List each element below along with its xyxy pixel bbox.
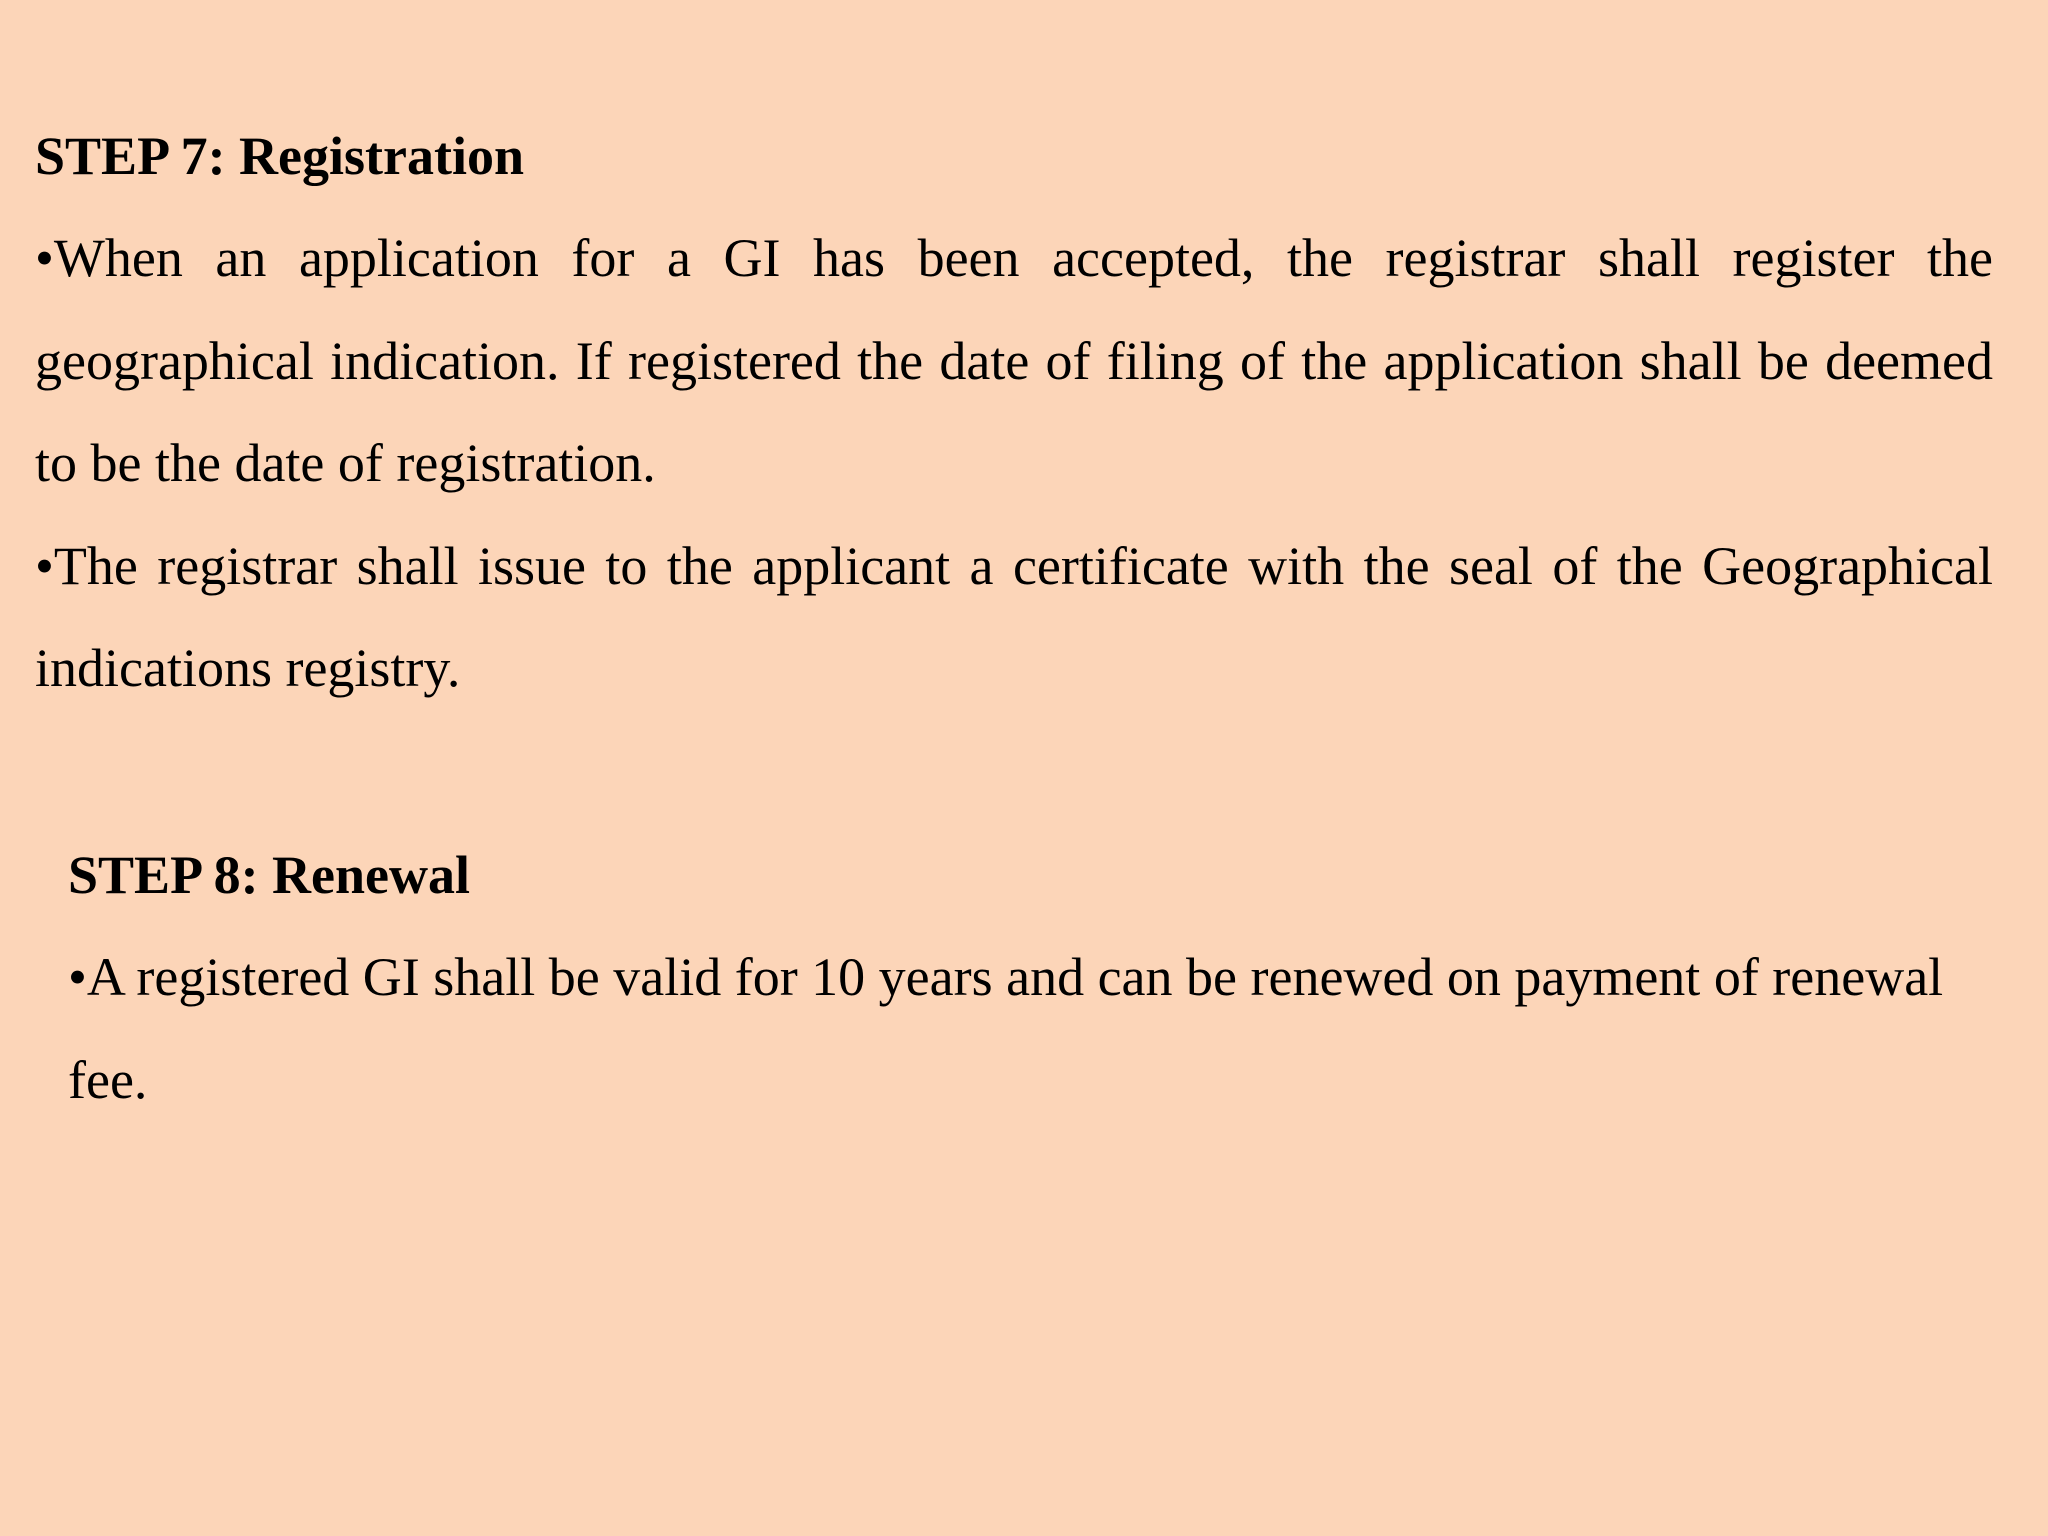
step-7-bullet-1: •When an application for a GI has been accepted, the registrar shall register the geographical indication. If registered the date of filing of the application shall be deemed to be the date of registration. [35, 228, 1993, 493]
step-7-bullet-2: •The registrar shall issue to the applicant a certificate with the seal of the Geographical indications registry. [35, 535, 1993, 698]
step-8-heading: STEP 8: Renewal [68, 845, 471, 905]
step-8-bullet-1: •A registered GI shall be valid for 10 years and can be renewed on payment of renewal fee. [68, 947, 1944, 1110]
step-7-heading: STEP 7: Registration [35, 126, 525, 186]
step-8-section [68, 824, 1968, 1131]
step-7-section [35, 105, 1993, 720]
